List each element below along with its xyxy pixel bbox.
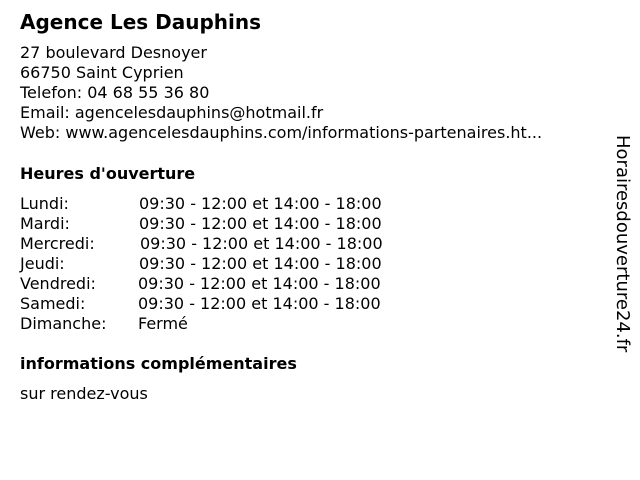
day-label: Dimanche: xyxy=(20,314,107,333)
email-text: Email: agencelesdauphins@hotmail.fr xyxy=(20,103,324,122)
day-label: Lundi: xyxy=(20,194,69,213)
time-value: 09:30 - 12:00 et 14:00 - 18:00 xyxy=(139,214,382,233)
day-label: Jeudi: xyxy=(20,254,65,273)
watermark-text: Horairesdouverture24.fr xyxy=(612,135,633,353)
additional-info-heading: informations complémentaires xyxy=(20,354,297,373)
website-text: Web: www.agencelesdauphins.com/informations-partenaires.ht... xyxy=(20,123,543,142)
additional-info-text: sur rendez-vous xyxy=(20,384,148,403)
address-line-2: 66750 Saint Cyprien xyxy=(20,63,184,82)
day-label: Vendredi: xyxy=(20,274,96,293)
time-value: 09:30 - 12:00 et 14:00 - 18:00 xyxy=(138,294,381,313)
time-value: Fermé xyxy=(138,314,188,333)
day-label: Mercredi: xyxy=(20,234,95,253)
phone-text: Telefon: 04 68 55 36 80 xyxy=(20,83,210,102)
address-line-1: 27 boulevard Desnoyer xyxy=(20,43,207,62)
contact-block xyxy=(20,43,542,143)
time-value: 09:30 - 12:00 et 14:00 - 18:00 xyxy=(140,234,383,253)
time-value: 09:30 - 12:00 et 14:00 - 18:00 xyxy=(139,194,382,213)
day-label: Mardi: xyxy=(20,214,70,233)
opening-hours-heading: Heures d'ouverture xyxy=(20,164,196,183)
agency-name: Agence Les Dauphins xyxy=(20,10,262,34)
time-value: 09:30 - 12:00 et 14:00 - 18:00 xyxy=(138,274,381,293)
time-value: 09:30 - 12:00 et 14:00 - 18:00 xyxy=(139,254,382,273)
day-label: Samedi: xyxy=(20,294,86,313)
